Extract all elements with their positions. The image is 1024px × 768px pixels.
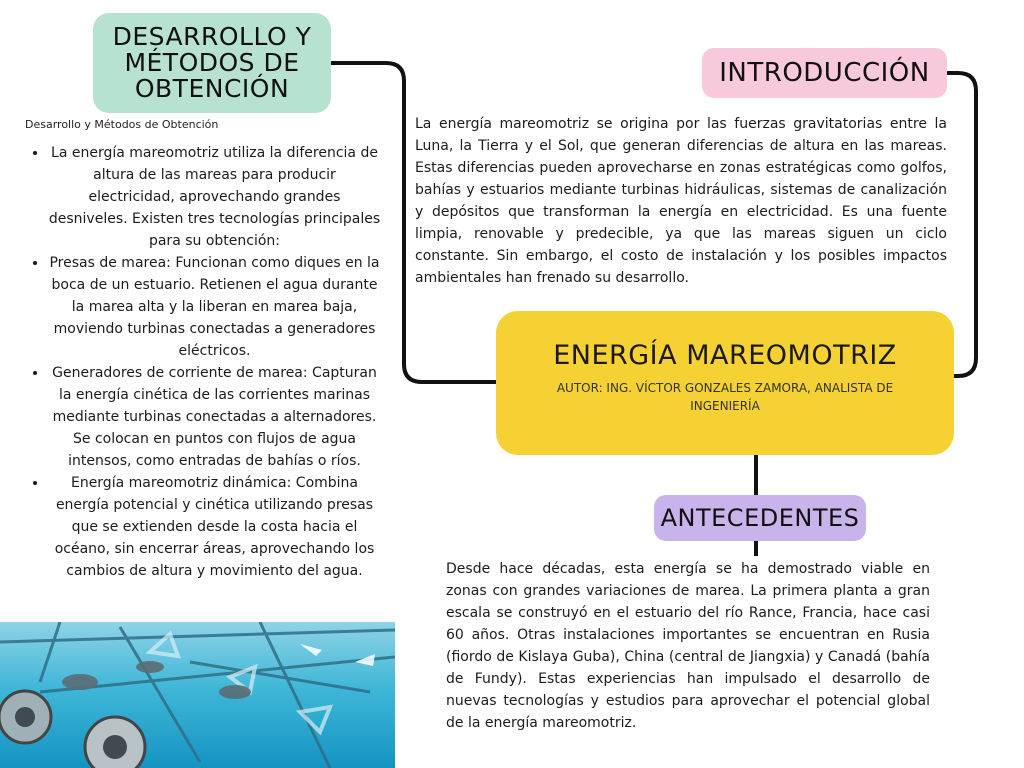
development-subtitle: Desarrollo y Métodos de Obtención — [25, 118, 219, 131]
author-line: AUTOR: ING. VÍCTOR GONZALES ZAMORA, ANALISTA DE INGENIERÍA — [556, 381, 894, 413]
background-tag: ANTECEDENTES — [654, 495, 866, 541]
development-label-line-2: MÉTODOS DE — [124, 48, 300, 77]
background-text: Desde hace décadas, esta energía se ha demostrado viable en zonas con grandes variaciones de marea. La primera planta a gran escala se construyó en el estuario del río Rance, Francia, hace casi 60 años. Otras instalaciones importantes se encuentran en Rusia (fiordo de Kislaya Guba), China (central de Jiangxia) y Canadá (bahía de Fundy). Estas experiencias han impulsado el desarrollo de nuevas tecnologías y estudios para aprovechar el potencial global de la energía mareomotriz. — [446, 561, 930, 731]
development-label-line-1: DESARROLLO Y — [112, 22, 312, 51]
development-bullet: • Energía mareomotriz dinámica: Combina energía potencial y cinética utilizando presas que se extienden desde la costa hacia el océano, sin encerrar áreas, aprovechando los cambios de altura y movimiento del agua. — [48, 472, 381, 582]
development-bullet: • Presas de marea: Funcionan como diques en la boca de un estuario. Retienen el agua durante la marea alta y la liberan en marea baja, moviendo turbinas conectadas a generadores eléctricos. — [48, 252, 381, 362]
development-label-line-3: OBTENCIÓN — [134, 74, 290, 103]
development-bullet: • La energía mareomotriz utiliza la diferencia de altura de las mareas para producir electricidad, aprovechando grandes desniveles. Existen tres tecnologías principales para su obtención: — [48, 142, 381, 252]
introduction-text: La energía mareomotriz se origina por las fuerzas gravitatorias entre la Luna, la Tierra y el Sol, que generan diferencias de altura en las mareas. Estas diferencias pueden aprovecharse en zonas estratégicas como golfos, bahías y estuarios mediante turbinas hidráulicas, sistemas de canalización y depósitos que transforman la energía en electricidad. Es una fuente limpia, renovable y predecible, ya que las mareas siguen un ciclo constante. Sin embargo, el costo de instalación y los posibles impactos ambientales han frenado su desarrollo. — [415, 116, 947, 286]
development-bullet-list — [18, 142, 381, 582]
introduction-tag: INTRODUCCIÓN — [702, 48, 947, 98]
development-tag — [93, 13, 331, 113]
main-topic-node — [496, 311, 954, 455]
main-title: ENERGÍA MAREOMOTRIZ — [553, 340, 897, 371]
development-bullet: • Generadores de corriente de marea: Capturan la energía cinética de las corrientes marinas mediante turbinas conectadas a alternadores. Se colocan en puntos con flujos de agua intensos, como entradas de bahías o ríos. — [48, 362, 381, 472]
tidal-turbine-illustration — [0, 622, 395, 768]
tidal-turbine-photo — [0, 622, 395, 768]
